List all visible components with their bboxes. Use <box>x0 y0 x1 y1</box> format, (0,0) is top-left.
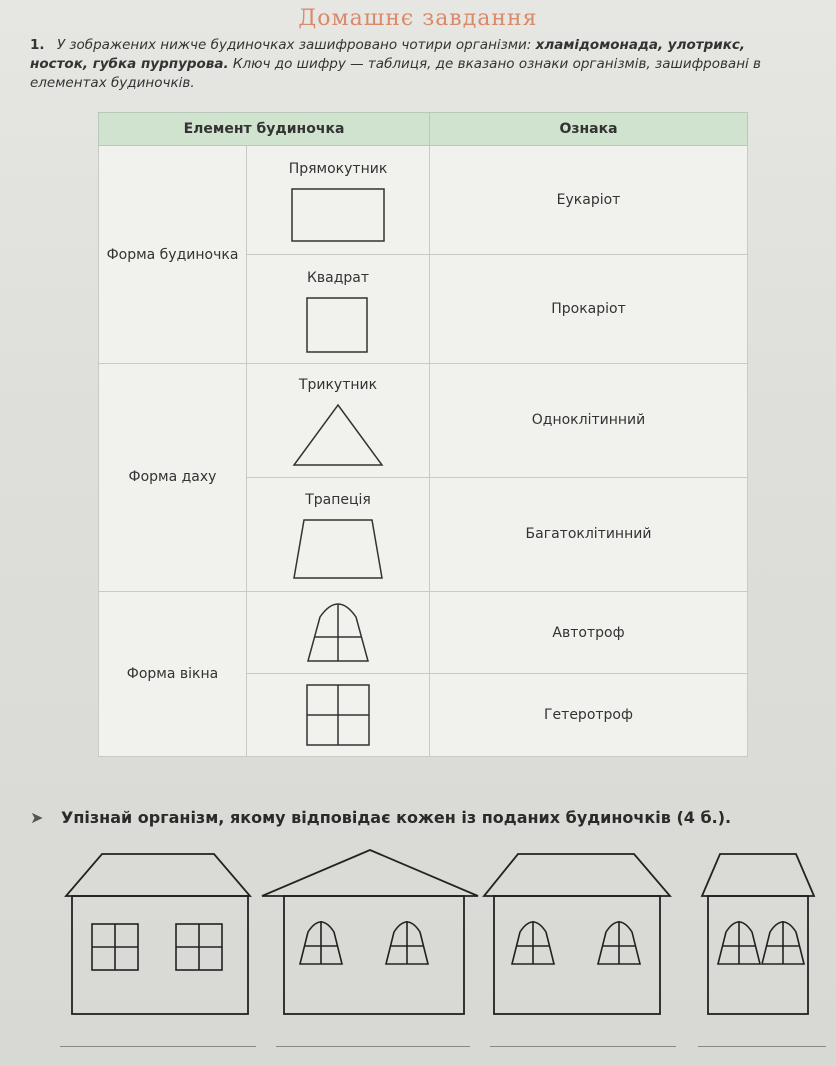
square-window-icon <box>303 681 373 749</box>
square-icon <box>303 294 373 354</box>
group-label-window-shape: Форма вікна <box>99 591 247 756</box>
answer-line-2[interactable] <box>276 1046 470 1047</box>
answer-line-1[interactable] <box>60 1046 256 1047</box>
table-header-row <box>99 113 748 146</box>
cipher-key-table <box>98 112 748 757</box>
element-label: Трапеція <box>305 491 371 508</box>
feature-cell: Еукаріот <box>430 146 748 255</box>
instruction-text <box>30 808 820 827</box>
house-4 <box>702 854 814 1014</box>
task-intro: У зображених нижче будиночках зашифровано чотири організми: <box>56 37 532 53</box>
element-cell <box>247 674 430 757</box>
group-label-roof-shape: Форма даху <box>99 363 247 591</box>
table-row <box>99 146 748 255</box>
house-1 <box>66 854 250 1014</box>
element-label: Квадрат <box>306 269 370 286</box>
element-cell <box>247 591 430 674</box>
element-cell <box>247 255 430 364</box>
answer-line-3[interactable] <box>490 1046 676 1047</box>
rectangle-icon <box>288 185 388 245</box>
feature-cell: Багатоклітинний <box>430 477 748 591</box>
answer-line-4[interactable] <box>698 1046 826 1047</box>
header-feature: Ознака <box>430 113 748 146</box>
table-row <box>99 591 748 674</box>
house-drawings <box>0 846 836 1016</box>
element-cell <box>247 477 430 591</box>
trapezoid-icon <box>288 516 388 582</box>
feature-cell: Прокаріот <box>430 255 748 364</box>
instruction-label: Упізнай організм, якому відповідає кожен із поданих будиночків (4 б.). <box>60 808 732 827</box>
arrow-icon: ➤ <box>30 808 44 827</box>
feature-cell: Одноклітинний <box>430 363 748 477</box>
element-cell <box>247 363 430 477</box>
feature-cell: Гетеротроф <box>430 674 748 757</box>
element-cell <box>247 146 430 255</box>
task-number: 1. <box>30 37 45 53</box>
triangle-icon <box>288 401 388 469</box>
page-title: Домашнє завдання <box>298 6 538 31</box>
table-row <box>99 363 748 477</box>
task-key-description: Ключ до шифру — таблиця, де вказано ознаки організмів, зашифровані в елементах будиночків. <box>30 56 762 91</box>
arched-window-icon <box>300 599 376 665</box>
house-2 <box>262 850 478 1014</box>
element-label: Трикутник <box>298 376 378 393</box>
task-organisms: хламідомонада, улотрикс, носток, губка пурпурова. <box>30 37 745 72</box>
task-text <box>30 36 800 93</box>
element-label: Прямокутник <box>288 160 388 177</box>
group-label-house-shape: Форма будиночка <box>99 146 247 364</box>
house-3 <box>484 854 670 1014</box>
feature-cell: Автотроф <box>430 591 748 674</box>
header-element: Елемент будиночка <box>99 113 430 146</box>
